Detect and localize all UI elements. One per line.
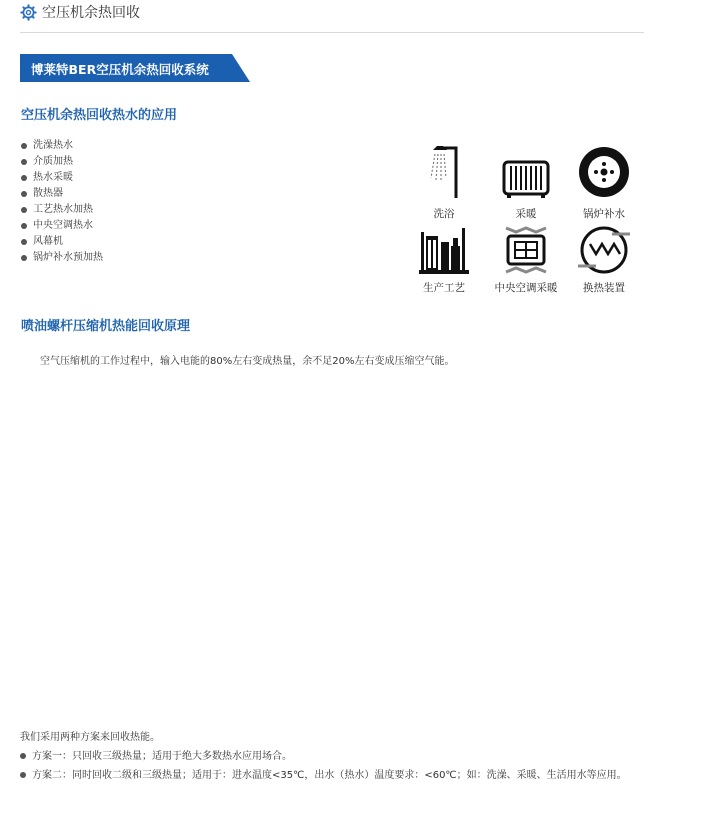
list-item: 风幕机: [21, 234, 103, 250]
bullet-icon: [21, 207, 27, 213]
icon-cell-shower: [408, 140, 480, 221]
bullet-icon: [21, 239, 27, 245]
section-title-applications: 空压机余热回收热水的应用: [21, 108, 178, 123]
bullet-icon: [21, 223, 27, 229]
bullet-icon: [21, 175, 27, 181]
page-title: 空压机余热回收: [42, 5, 140, 21]
icon-caption: 锅炉补水: [583, 208, 625, 220]
page-header: [20, 2, 140, 22]
list-item: 锅炉补水预加热: [21, 250, 103, 266]
gear-icon: [20, 4, 37, 21]
plans-intro: 我们采用两种方案来回收热能。: [20, 732, 160, 743]
list-item: 中央空调热水: [21, 218, 103, 234]
application-icon-grid: [420, 140, 640, 305]
bullet-icon: [20, 772, 26, 778]
list-item: 介质加热: [21, 154, 103, 170]
application-list: [21, 138, 103, 266]
principle-paragraph: 空气压缩机的工作过程中，输入电能的80%左右变成热量，余不足20%左右变成压缩空气能。: [40, 356, 455, 367]
icon-cell-factory: [408, 222, 480, 295]
shower-icon: [416, 140, 472, 204]
plan-one: 方案一：只回收三级热量；适用于绝大多数热水应用场合。: [20, 747, 650, 766]
hvac-icon: [498, 222, 554, 278]
divider: [20, 32, 644, 33]
bullet-icon: [21, 255, 27, 261]
list-item: 散热器: [21, 186, 103, 202]
icon-caption: 换热装置: [583, 282, 625, 294]
boiler-icon: [576, 140, 632, 204]
icon-cell-boiler: [568, 140, 640, 221]
icon-cell-radiator: [490, 140, 562, 221]
list-item: 热水采暖: [21, 170, 103, 186]
factory-icon: [416, 222, 472, 278]
section-banner: [20, 54, 250, 82]
bullet-icon: [21, 143, 27, 149]
list-item: 工艺热水加热: [21, 202, 103, 218]
bullet-icon: [21, 191, 27, 197]
icon-caption: 生产工艺: [423, 282, 465, 294]
icon-caption: 洗浴: [433, 208, 455, 220]
recovery-plans: [20, 728, 650, 785]
heat-exchanger-icon: [576, 222, 632, 278]
icon-cell-hvac: [490, 222, 562, 295]
icon-cell-heat-exchanger: [568, 222, 640, 295]
icon-caption: 中央空调采暖: [494, 282, 558, 294]
plan-two: 方案二：同时回收二级和三级热量；适用于：进水温度<35℃，出水（热水）温度要求：<60℃；如：洗澡、采暖、生活用水等应用。: [20, 766, 650, 785]
banner-label: 博莱特BER空压机余热回收系统: [31, 62, 209, 77]
section-title-principle: 喷油螺杆压缩机热能回收原理: [21, 319, 191, 334]
list-item: 洗澡热水: [21, 138, 103, 154]
icon-caption: 采暖: [515, 208, 537, 220]
bullet-icon: [20, 753, 26, 759]
bullet-icon: [21, 159, 27, 165]
radiator-icon: [498, 140, 554, 204]
